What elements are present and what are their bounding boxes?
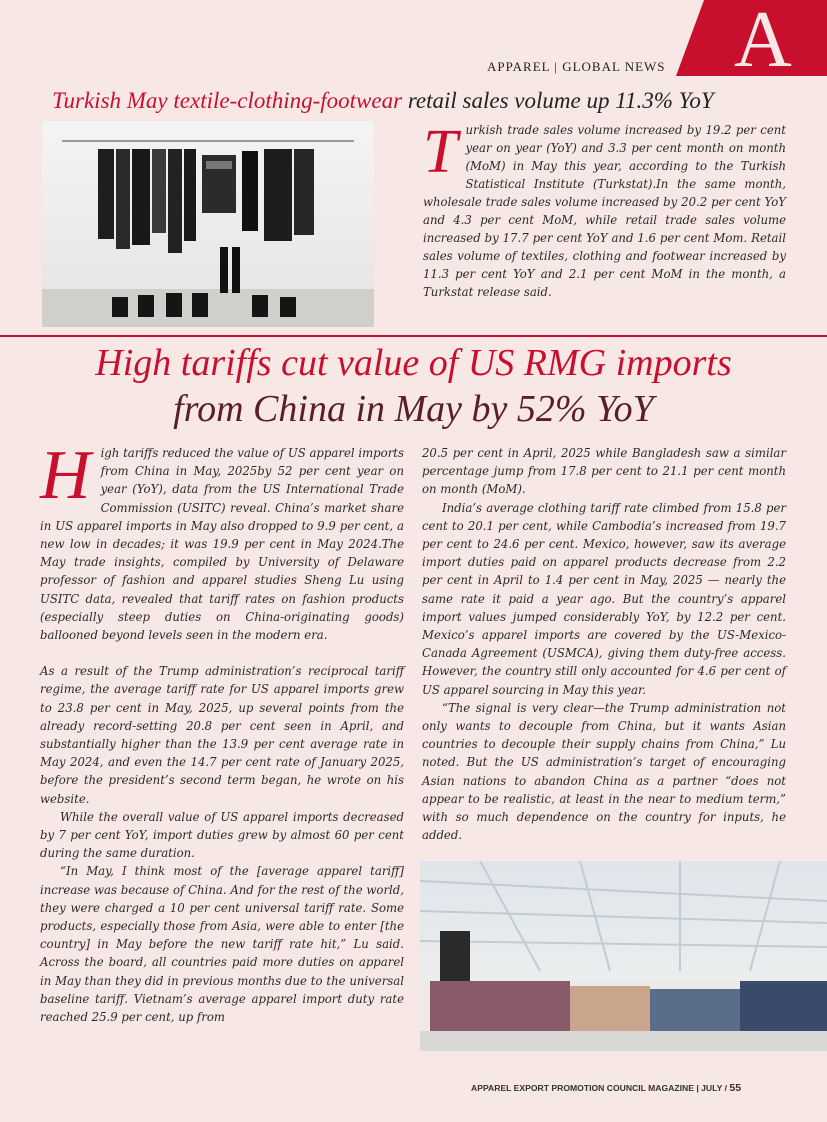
story2-headline <box>0 340 827 432</box>
logo-letter: A <box>734 0 792 76</box>
page-number: 55 <box>729 1082 742 1094</box>
section-divider <box>0 335 827 337</box>
clothing-rack-photo <box>42 121 374 327</box>
story2-left-column <box>40 437 404 1026</box>
paragraph: As a result of the Trump administration’s reciprocal tariff regime, the average tariff rate for US apparel imports grew to 23.8 per cent in May, 2025, up several points from the already record-setting 20.8 per cent seen in April, and substantially higher than the 13.9 per cent average rate in May 2024, and even the 14.7 per cent rate of January 2025, before the president’s second term began, he wrote on his website. <box>40 664 404 806</box>
footer-magazine: APPAREL EXPORT PROMOTION COUNCIL MAGAZINE | JULY <box>471 1083 723 1093</box>
page-footer: APPAREL EXPORT PROMOTION COUNCIL MAGAZINE | JULY / 55 <box>471 1082 742 1094</box>
story1-headline <box>52 88 812 114</box>
story2-dropcap: H <box>40 437 91 514</box>
paragraph: 20.5 per cent in April, 2025 while Bangladesh saw a similar percentage jump from 17.8 per cent to 21.1 per cent month on month (MoM). <box>422 446 786 497</box>
paragraph: India’s average clothing tariff rate climbed from 15.8 per cent to 20.1 per cent, while Cambodia’s increased from 19.7 per cent to 24.6 per cent. Mexico, however, saw its average import duties paid on apparel products decrease from 2.2 per cent in April to 1.4 per cent in May, 2025 — nearly the same rate it paid a year ago. But the country’s apparel import values jumped considerably YoY, by 12.2 per cent. Mexico’s apparel imports are covered by the US-Mexico-Canada Agreement (USMCA), giving them duty-free access. However, the country still only accounted for 4.6 per cent of US apparel sourcing in May this year. <box>422 500 786 697</box>
paragraph: High tariffs reduced the value of US apparel imports from China in May, 2025by 52 per cent year on year (YoY), data from the US International Trade Commission (USITC) reveal. China’s market share in US apparel imports in May also dropped to 9.9 per cent, a new low in decades; it was 19.9 per cent in May 2024.The May trade insights, compiled by University of Delaware professor of fashion and apparel studies Sheng Lu using USITC data, revealed that tariff rates on fashion products (especially steep duties on China-originating goods) ballooned beyond levels seen in the modern era. <box>40 437 404 643</box>
story1-dropcap: T <box>423 118 458 186</box>
section-label: APPAREL | GLOBAL NEWS <box>487 59 666 74</box>
paragraph: “In May, I think most of the [average apparel tariff] increase was because of China. And for the rest of the world, they were charged a 10 per cent universal tariff rate. Some products, especially those from Asia, were able to enter [the country] in May before the new tariff rate hit,” Lu said. Across the board, all countries paid more duties on apparel in May than they did in previous months due to the universal baseline tariff. Vietnam’s average apparel import duty rate reached 25.9 per cent, up from <box>40 864 404 1025</box>
paragraph: While the overall value of US apparel imports decreased by 7 per cent YoY, import duties grew by almost 60 per cent during the same duration. <box>40 809 404 861</box>
magazine-logo <box>676 0 827 76</box>
story1-headline-rest: retail sales volume up 11.3% YoY <box>402 88 714 113</box>
warehouse-photo <box>420 861 827 1051</box>
story2-headline-line2: from China in May by 52% YoY <box>173 388 654 430</box>
story1-body: Turkish trade sales volume increased by 19.2 per cent year on year (YoY) and 3.3 per cent month on month (MoM) in May this year, according to the Turkish Statistical Institute (Turkstat).In the same month, wholesale trade sales volume increased by 20.2 per cent YoY and 4.3 per cent MoM, while retail trade sales volume increased by 17.7 per cent YoY and 1.6 per cent Mom. Retail sales volume of textiles, clothing and footwear increased by 11.3 per cent YoY and 2.1 per cent MoM in the month, a Turkstat release said. <box>423 118 786 299</box>
story2-headline-line1: High tariffs cut value of US RMG imports <box>95 342 732 384</box>
story1-headline-red: Turkish May textile-clothing-footwear <box>52 88 403 113</box>
paragraph: “The signal is very clear—the Trump administration not only wants to decouple from China, but it wants Asian countries to decouple their supply chains from China,” Lu noted. But the US administration’s target of encouraging Asian nations to abandon China as a partner “does not appear to be realistic, at least in the near to medium term,” with so much dependence on the country for inputs, he added. <box>422 700 786 843</box>
story2-right-column <box>422 444 786 844</box>
